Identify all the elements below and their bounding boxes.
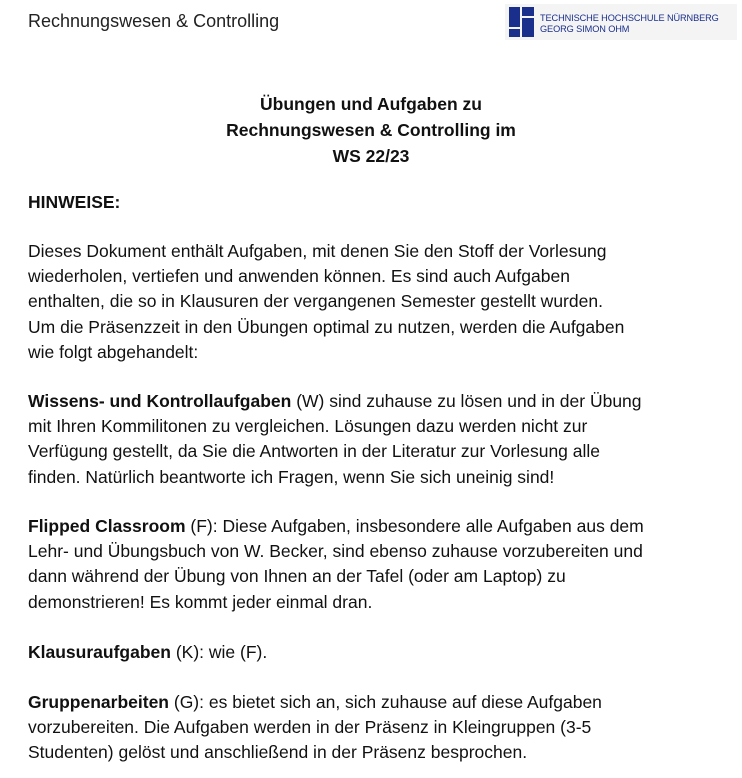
- paragraph-line: Um die Präsenzzeit in den Übungen optimal zu nutzen, werden die Aufgaben: [28, 316, 625, 337]
- university-logo-icon: [509, 7, 534, 37]
- flipped-line-rest: (F): Diese Aufgaben, insbesondere alle Aufgaben aus dem: [185, 516, 644, 536]
- logo-text-line2: GEORG SIMON OHM: [540, 24, 630, 34]
- header-title: Rechnungswesen & Controlling: [28, 11, 280, 31]
- paragraph-line: wie folgt abgehandelt:: [28, 341, 199, 362]
- wissen-paragraph: [28, 389, 728, 490]
- paragraph-line: [28, 690, 728, 715]
- gruppen-paragraph: [28, 690, 728, 766]
- university-logo: [505, 4, 737, 40]
- paragraph-line: dann während der Übung von Ihnen an der Tafel (oder am Laptop) zu: [28, 566, 566, 587]
- paragraph-line: enthalten, die so in Klausuren der vergangenen Semester gestellt wurden.: [28, 291, 603, 312]
- paragraph-line: vorzubereiten. Die Aufgaben werden in der Präsenz in Kleingruppen (3-5: [28, 717, 592, 738]
- gruppen-term: Gruppenarbeiten: [28, 692, 169, 712]
- document-title: [0, 91, 742, 169]
- paragraph-line: [28, 514, 728, 539]
- klausur-line-rest: (K): wie (F).: [170, 642, 268, 662]
- paragraph-line: Studenten) gelöst und anschließend in der Präsenz besprochen.: [28, 742, 528, 763]
- intro-paragraph: [28, 239, 728, 365]
- paragraph-line: Dieses Dokument enthält Aufgaben, mit denen Sie den Stoff der Vorlesung: [28, 241, 607, 261]
- document-title-line: WS 22/23: [332, 146, 410, 166]
- flipped-term: Flipped Classroom: [28, 516, 186, 536]
- paragraph-line: finden. Natürlich beantworte ich Fragen, wenn Sie sich uneinig sind!: [28, 466, 555, 487]
- wissen-term: Wissens- und Kontrollaufgaben: [28, 391, 292, 411]
- page-header: [0, 0, 742, 46]
- paragraph-line: [28, 389, 728, 414]
- flipped-paragraph: [28, 514, 728, 615]
- paragraph-line: Verfügung gestellt, da Sie die Antworten in der Literatur zur Vorlesung alle: [28, 441, 601, 462]
- paragraph-line: [28, 640, 728, 665]
- paragraph-line: mit Ihren Kommilitonen zu vergleichen. Lösungen dazu werden nicht zur: [28, 416, 588, 437]
- hinweise-heading: HINWEISE:: [28, 192, 121, 212]
- document-title-line: Rechnungswesen & Controlling im: [226, 120, 516, 140]
- paragraph-line: demonstrieren! Es kommt jeder einmal dran.: [28, 591, 373, 612]
- paragraph-line: Lehr- und Übungsbuch von W. Becker, sind ebenso zuhause vorzubereiten und: [28, 541, 643, 562]
- klausur-term: Klausuraufgaben: [28, 642, 171, 662]
- paragraph-line: wiederholen, vertiefen und anwenden können. Es sind auch Aufgaben: [28, 266, 570, 287]
- wissen-line-rest: (W) sind zuhause zu lösen und in der Übung: [291, 391, 642, 411]
- gruppen-line-rest: (G): es bietet sich an, sich zuhause auf diese Aufgaben: [169, 692, 602, 712]
- document-title-line: Übungen und Aufgaben zu: [260, 94, 482, 114]
- klausur-paragraph: [28, 640, 728, 665]
- logo-text-line1: TECHNISCHE HOCHSCHULE NÜRNBERG: [540, 13, 719, 23]
